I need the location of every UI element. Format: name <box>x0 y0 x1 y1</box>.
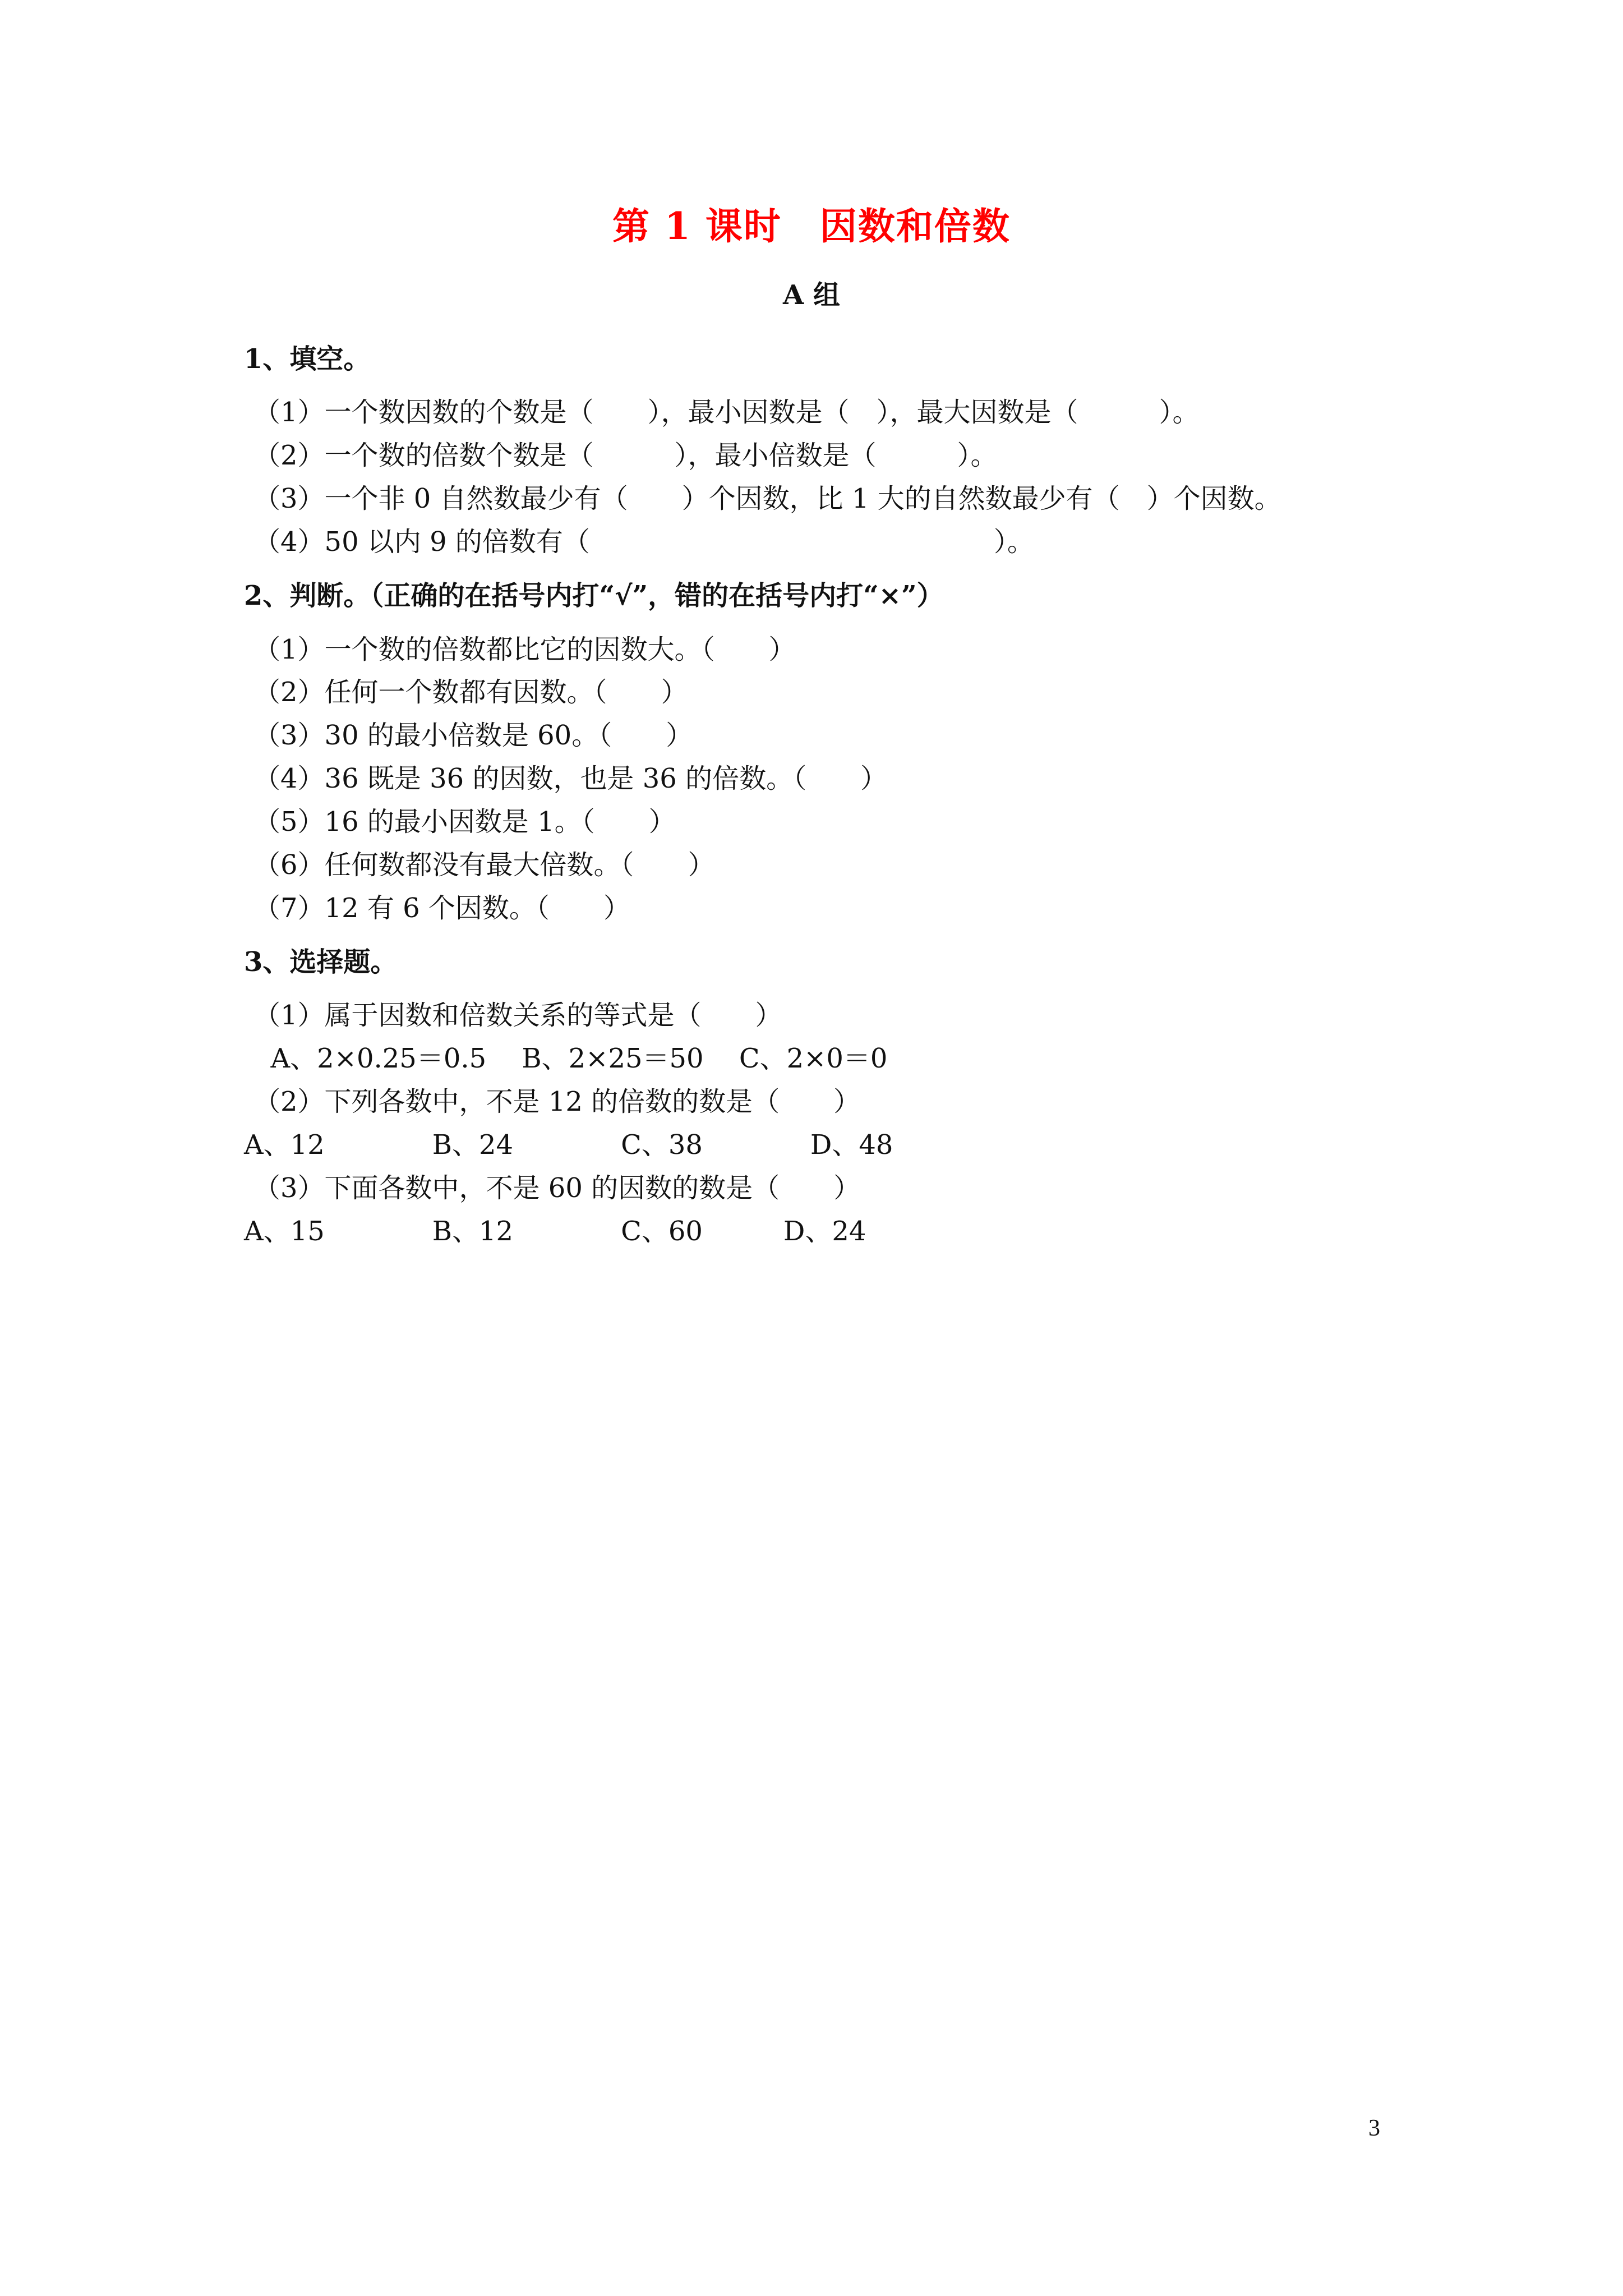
fill-blank-item-2: （2）一个数的倍数个数是（ ），最小倍数是（ ）。 <box>253 440 998 471</box>
choice-question-1: （1）属于因数和倍数关系的等式是（ ） <box>253 1000 782 1031</box>
choice-question-2: （2）下列各数中，不是 12 的倍数的数是（ ） <box>253 1086 861 1117</box>
section-3-heading: 3、选择题。 <box>244 946 398 978</box>
judge-item-5: （5）16 的最小因数是 1。（ ） <box>253 806 676 838</box>
group-label: A 组 <box>783 279 840 311</box>
page-number: 3 <box>1368 2115 1380 2141</box>
section-1-heading: 1、填空。 <box>244 343 371 375</box>
fill-blank-item-3: （3）一个非 0 自然数最少有（ ）个因数，比 1 大的自然数最少有（ ）个因数。 <box>253 483 1281 514</box>
judge-item-2: （2）任何一个数都有因数。（ ） <box>253 677 688 708</box>
choice-question-2-options: A、12 B、24 C、38 D、48 <box>244 1129 893 1161</box>
judge-item-4: （4）36 既是 36 的因数，也是 36 的倍数。（ ） <box>253 763 888 794</box>
judge-item-6: （6）任何数都没有最大倍数。（ ） <box>253 849 715 881</box>
worksheet-title: 第 1 课时 因数和倍数 <box>612 204 1011 248</box>
judge-item-3: （3）30 的最小倍数是 60。（ ） <box>253 720 693 751</box>
choice-question-3-options: A、15 B、12 C、60 D、24 <box>244 1216 866 1247</box>
fill-blank-item-4: （4）50 以内 9 的倍数有（ ）。 <box>253 526 1034 558</box>
judge-item-1: （1）一个数的倍数都比它的因数大。（ ） <box>253 634 796 665</box>
fill-blank-item-1: （1）一个数因数的个数是（ ），最小因数是（ ），最大因数是（ ）。 <box>253 397 1200 428</box>
judge-item-7: （7）12 有 6 个因数。（ ） <box>253 892 630 924</box>
choice-question-1-options: A、2×0.25＝0.5 B、2×25＝50 C、2×0＝0 <box>253 1043 888 1074</box>
choice-question-3: （3）下面各数中，不是 60 的因数的数是（ ） <box>253 1172 861 1204</box>
section-2-heading: 2、判断。（正确的在括号内打“√”，错的在括号内打“×”） <box>244 580 944 611</box>
